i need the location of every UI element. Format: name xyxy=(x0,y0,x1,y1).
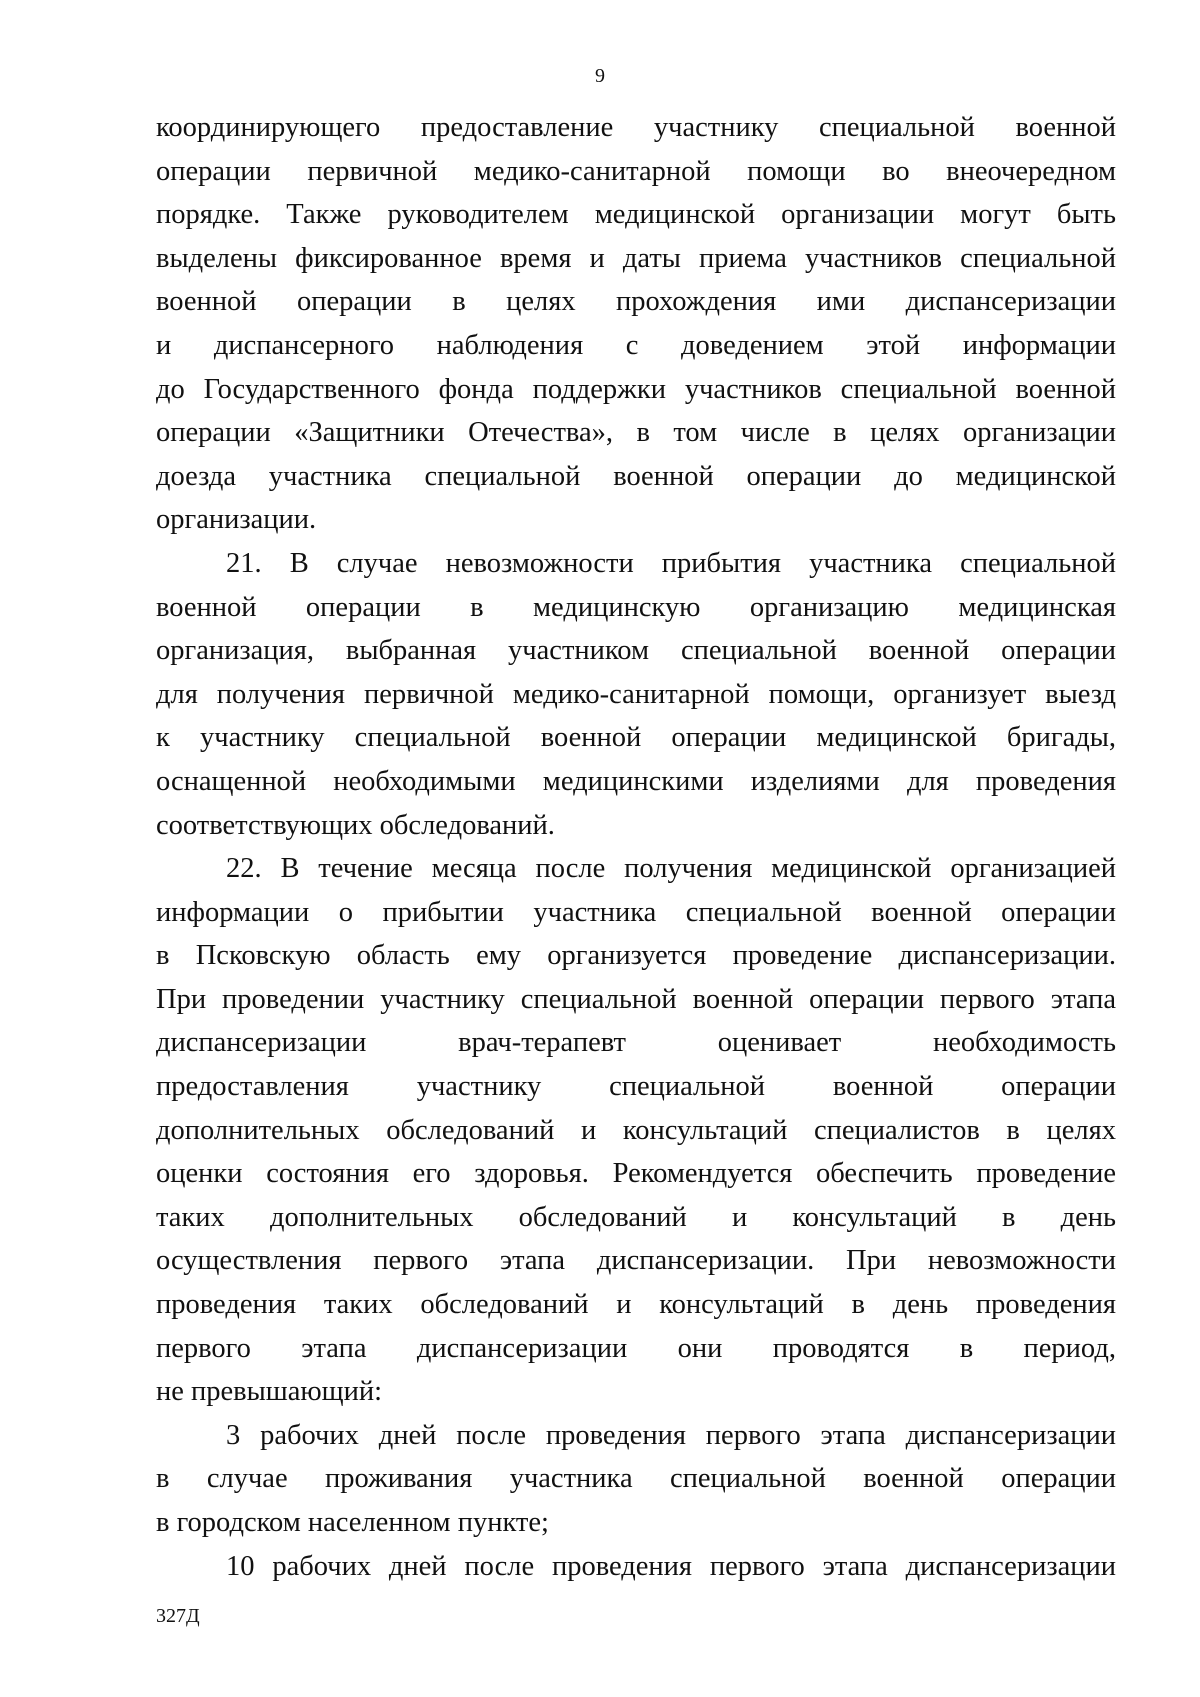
page-number: 9 xyxy=(595,65,605,87)
text-line: порядке. Также руководителем медицинской организации могут быть xyxy=(156,199,1116,231)
text-line: предоставления участнику специальной военной операции xyxy=(156,1071,1116,1103)
text-line: При проведении участнику специальной военной операции первого этапа xyxy=(156,983,1116,1015)
text-line: первого этапа диспансеризации они проводятся в период, xyxy=(156,1332,1116,1364)
text-line: до Государственного фонда поддержки участников специальной военной xyxy=(156,373,1116,405)
text-line: для получения первичной медико-санитарной помощи, организует выезд xyxy=(156,678,1116,710)
text-line: в случае проживания участника специальной военной операции xyxy=(156,1463,1116,1495)
text-line: организации. xyxy=(156,504,317,536)
text-line: в городском населенном пункте; xyxy=(156,1507,549,1538)
list-item-3-days: 3 рабочих дней после проведения первого этапа диспансеризации xyxy=(226,1419,1116,1451)
paragraph-21-start: 21. В случае невозможности прибытия участника специальной xyxy=(226,547,1116,579)
document-body xyxy=(156,106,1116,1588)
paragraph-22-start: 22. В течение месяца после получения медицинской организацией xyxy=(226,853,1116,885)
text-line: проведения таких обследований и консультаций в день проведения xyxy=(156,1289,1116,1321)
text-line: координирующего предоставление участнику специальной военной xyxy=(156,112,1116,143)
text-line: и диспансерного наблюдения с доведением этой информации xyxy=(156,329,1116,361)
document-code: 327Д xyxy=(156,1605,200,1627)
text-line: информации о прибытии участника специальной военной операции xyxy=(156,896,1116,928)
text-line: выделены фиксированное время и даты приема участников специальной xyxy=(156,242,1116,274)
text-line: соответствующих обследований. xyxy=(156,809,555,841)
text-line: оценки состояния его здоровья. Рекомендуется обеспечить проведение xyxy=(156,1158,1116,1190)
text-line: осуществления первого этапа диспансеризации. При невозможности xyxy=(156,1245,1116,1277)
text-line: доезда участника специальной военной операции до медицинской xyxy=(156,460,1116,492)
text-line: оснащенной необходимыми медицинскими изделиями для проведения xyxy=(156,765,1116,797)
text-line: диспансеризации врач-терапевт оценивает необходимость xyxy=(156,1027,1116,1059)
text-line: организация, выбранная участником специальной военной операции xyxy=(156,635,1116,667)
text-line: в Псковскую область ему организуется проведение диспансеризации. xyxy=(156,940,1116,972)
text-line: к участнику специальной военной операции медицинской бригады, xyxy=(156,722,1116,754)
text-line: дополнительных обследований и консультаций специалистов в целях xyxy=(156,1114,1116,1146)
text-line: военной операции в медицинскую организацию медицинская xyxy=(156,591,1116,623)
text-line: не превышающий: xyxy=(156,1376,383,1408)
list-item-10-days: 10 рабочих дней после проведения первого этапа диспансеризации xyxy=(226,1550,1116,1582)
text-line: таких дополнительных обследований и консультаций в день xyxy=(156,1201,1116,1233)
text-line: операции первичной медико-санитарной помощи во внеочередном xyxy=(156,155,1116,187)
text-line: операции «Защитники Отечества», в том числе в целях организации xyxy=(156,417,1116,449)
text-line: военной операции в целях прохождения ими диспансеризации xyxy=(156,286,1116,318)
